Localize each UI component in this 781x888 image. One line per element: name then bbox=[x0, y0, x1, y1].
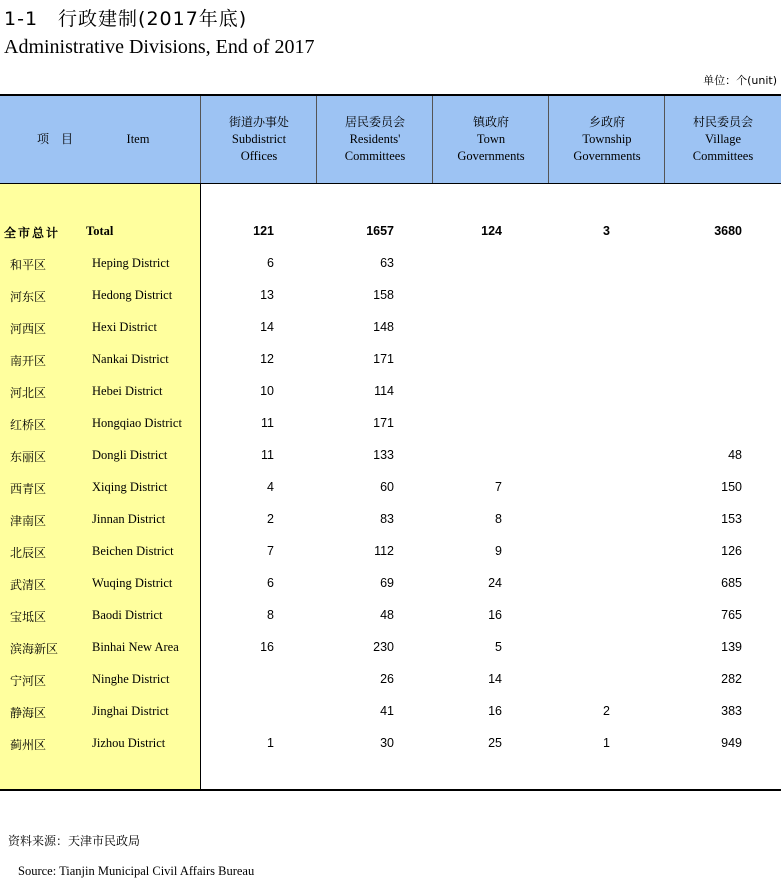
cell-residents: 48 bbox=[380, 608, 394, 622]
cell-village: 48 bbox=[728, 448, 742, 462]
header-col-cn: 街道办事处 bbox=[228, 115, 289, 129]
row-name-en: Hedong District bbox=[92, 288, 173, 302]
row-name-en: Ninghe District bbox=[92, 672, 170, 686]
cell-residents: 41 bbox=[380, 704, 394, 718]
table-row bbox=[0, 472, 781, 504]
bottom-rule bbox=[0, 789, 781, 791]
header-col-en1: Township bbox=[582, 132, 632, 146]
row-name-en: Jinghai District bbox=[92, 704, 169, 718]
header-item-en bbox=[100, 96, 176, 183]
header-col-village bbox=[665, 96, 781, 183]
table-row bbox=[0, 600, 781, 632]
cell-town: 14 bbox=[488, 672, 502, 686]
cell-town: 9 bbox=[495, 544, 502, 558]
top-rule bbox=[0, 94, 781, 96]
header-divider bbox=[432, 96, 433, 183]
cell-town: 24 bbox=[488, 576, 502, 590]
table-row bbox=[0, 568, 781, 600]
header-col-en1: Residents' bbox=[349, 132, 401, 146]
cell-village: 383 bbox=[721, 704, 742, 718]
row-name-cn: 宝坻区 bbox=[10, 610, 47, 624]
row-name-cn: 河北区 bbox=[10, 386, 47, 400]
table-row bbox=[0, 312, 781, 344]
row-name-en: Dongli District bbox=[92, 448, 168, 462]
row-name-en: Heping District bbox=[92, 256, 170, 270]
cell-residents: 171 bbox=[373, 416, 394, 430]
cell-township: 2 bbox=[603, 704, 610, 718]
header-col-en2: Governments bbox=[573, 149, 641, 163]
cell-village: 282 bbox=[721, 672, 742, 686]
table-row bbox=[0, 728, 781, 760]
header-col-en1: Village bbox=[704, 132, 742, 146]
header-col-en2: Committees bbox=[344, 149, 406, 163]
cell-residents: 133 bbox=[373, 448, 394, 462]
header-col-en2: Committees bbox=[692, 149, 754, 163]
cell-town: 124 bbox=[481, 224, 502, 238]
cell-residents: 171 bbox=[373, 352, 394, 366]
cell-town: 7 bbox=[495, 480, 502, 494]
cell-residents: 60 bbox=[380, 480, 394, 494]
table-row bbox=[0, 280, 781, 312]
header-col-cn: 村民委员会 bbox=[692, 115, 753, 129]
cell-village: 3680 bbox=[714, 224, 742, 238]
row-name-en: Baodi District bbox=[92, 608, 163, 622]
row-name-cn: 滨海新区 bbox=[10, 642, 59, 656]
table-row bbox=[0, 632, 781, 664]
cell-residents: 30 bbox=[380, 736, 394, 750]
cell-township: 1 bbox=[603, 736, 610, 750]
table-row bbox=[0, 408, 781, 440]
cell-subdistrict: 121 bbox=[253, 224, 274, 238]
cell-subdistrict: 7 bbox=[267, 544, 274, 558]
table-title-en: Administrative Divisions, End of 2017 bbox=[4, 36, 315, 58]
row-name-en: Hebei District bbox=[92, 384, 163, 398]
table-row bbox=[0, 344, 781, 376]
cell-village: 765 bbox=[721, 608, 742, 622]
row-name-en: Hexi District bbox=[92, 320, 157, 334]
cell-village: 153 bbox=[721, 512, 742, 526]
table-row bbox=[0, 440, 781, 472]
cell-residents: 63 bbox=[380, 256, 394, 270]
cell-residents: 1657 bbox=[366, 224, 394, 238]
row-name-en: Jizhou District bbox=[92, 736, 166, 750]
row-name-cn: 北辰区 bbox=[10, 546, 47, 560]
header-col-subdistrict bbox=[201, 96, 317, 183]
cell-residents: 230 bbox=[373, 640, 394, 654]
header-item-cn-label: 项 目 bbox=[36, 132, 73, 146]
cell-subdistrict: 2 bbox=[267, 512, 274, 526]
cell-residents: 26 bbox=[380, 672, 394, 686]
table-row bbox=[0, 504, 781, 536]
cell-village: 126 bbox=[721, 544, 742, 558]
cell-residents: 112 bbox=[374, 544, 394, 558]
row-name-cn: 全市总计 bbox=[4, 226, 61, 240]
cell-village: 150 bbox=[721, 480, 742, 494]
row-name-cn: 和平区 bbox=[10, 258, 47, 272]
table-row bbox=[0, 664, 781, 696]
cell-subdistrict: 4 bbox=[267, 480, 274, 494]
row-name-en: Beichen District bbox=[92, 544, 174, 558]
row-name-en: Wuqing District bbox=[92, 576, 173, 590]
cell-subdistrict: 11 bbox=[261, 416, 274, 430]
row-name-en: Total bbox=[86, 224, 114, 238]
row-name-cn: 西青区 bbox=[10, 482, 47, 496]
row-name-en: Xiqing District bbox=[92, 480, 168, 494]
header-col-en1: Town bbox=[476, 132, 506, 146]
cell-village: 685 bbox=[721, 576, 742, 590]
cell-village: 139 bbox=[721, 640, 742, 654]
header-col-town bbox=[433, 96, 549, 183]
cell-subdistrict: 13 bbox=[260, 288, 274, 302]
row-name-cn: 蓟州区 bbox=[10, 738, 47, 752]
row-name-cn: 河西区 bbox=[10, 322, 47, 336]
header-divider bbox=[316, 96, 317, 183]
header-col-en2: Offices bbox=[240, 149, 278, 163]
header-item-en-label: Item bbox=[126, 132, 150, 146]
cell-residents: 83 bbox=[380, 512, 394, 526]
header-col-en1: Subdistrict bbox=[231, 132, 287, 146]
header-col-residents bbox=[317, 96, 433, 183]
cell-residents: 114 bbox=[374, 384, 394, 398]
header-col-cn: 镇政府 bbox=[472, 115, 509, 129]
cell-subdistrict: 6 bbox=[267, 576, 274, 590]
cell-subdistrict: 6 bbox=[267, 256, 274, 270]
row-name-en: Hongqiao District bbox=[92, 416, 182, 430]
table-row bbox=[0, 248, 781, 280]
cell-subdistrict: 16 bbox=[260, 640, 274, 654]
row-name-en: Nankai District bbox=[92, 352, 169, 366]
cell-subdistrict: 1 bbox=[267, 736, 274, 750]
cell-village: 949 bbox=[721, 736, 742, 750]
cell-residents: 158 bbox=[373, 288, 394, 302]
cell-subdistrict: 10 bbox=[260, 384, 274, 398]
row-name-cn: 东丽区 bbox=[10, 450, 47, 464]
header-divider bbox=[548, 96, 549, 183]
cell-subdistrict: 11 bbox=[261, 448, 274, 462]
row-name-cn: 武清区 bbox=[10, 578, 47, 592]
source-note-cn: 资料来源：天津市民政局 bbox=[8, 834, 141, 848]
header-col-en2: Governments bbox=[457, 149, 525, 163]
table-row bbox=[0, 536, 781, 568]
row-name-en: Binhai New Area bbox=[92, 640, 179, 654]
row-name-cn: 南开区 bbox=[10, 354, 47, 368]
row-name-cn: 宁河区 bbox=[10, 674, 47, 688]
header-divider bbox=[200, 96, 201, 183]
cell-town: 8 bbox=[495, 512, 502, 526]
cell-town: 25 bbox=[488, 736, 502, 750]
row-name-cn: 津南区 bbox=[10, 514, 47, 528]
header-col-cn: 居民委员会 bbox=[344, 115, 405, 129]
table-row bbox=[0, 696, 781, 728]
table-row-total bbox=[0, 216, 781, 248]
header-col-cn: 乡政府 bbox=[588, 115, 625, 129]
source-note-en: Source: Tianjin Municipal Civil Affairs Bureau bbox=[18, 864, 255, 878]
cell-residents: 69 bbox=[380, 576, 394, 590]
header-col-township bbox=[549, 96, 665, 183]
cell-township: 3 bbox=[603, 224, 610, 238]
cell-subdistrict: 12 bbox=[260, 352, 274, 366]
row-name-cn: 静海区 bbox=[10, 706, 47, 720]
unit-label: 单位：个(unit) bbox=[703, 74, 777, 87]
cell-town: 16 bbox=[488, 704, 502, 718]
cell-town: 5 bbox=[495, 640, 502, 654]
cell-subdistrict: 8 bbox=[267, 608, 274, 622]
row-name-en: Jinnan District bbox=[92, 512, 166, 526]
table-title-cn: 1-1 行政建制(2017年底) bbox=[4, 8, 248, 30]
cell-town: 16 bbox=[488, 608, 502, 622]
table-row bbox=[0, 376, 781, 408]
header-divider bbox=[664, 96, 665, 183]
header-item-cn bbox=[0, 96, 110, 183]
cell-residents: 148 bbox=[373, 320, 394, 334]
row-name-cn: 河东区 bbox=[10, 290, 47, 304]
cell-subdistrict: 14 bbox=[260, 320, 274, 334]
row-name-cn: 红桥区 bbox=[10, 418, 47, 432]
